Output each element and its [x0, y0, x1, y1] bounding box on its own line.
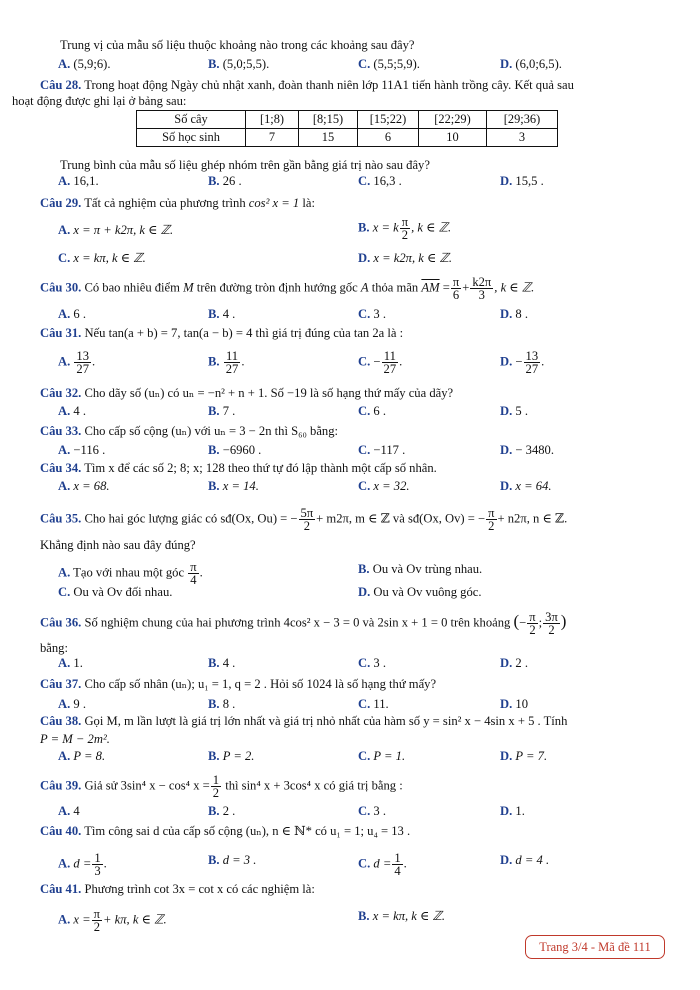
fraction: $\frac{11}{27}$ — [225, 349, 239, 376]
option-a[interactable]: A. 6 . — [58, 307, 86, 321]
option-d[interactable]: D. − $\frac{13}{27}$ . — [500, 349, 545, 376]
option-d[interactable]: D. 2 . — [500, 656, 528, 670]
option-c[interactable]: C. −117 . — [358, 443, 406, 457]
q36-stem: Câu 36. Số nghiệm chung của hai phương trình 4cos² x − 3 = 0 và 2sin x + 1 = 0 trên khoảng (− $\frac{\pi}{2}$ ; $\frac{3\pi}{2}$ ) — [40, 610, 567, 637]
option-d[interactable]: D. 10 — [500, 697, 528, 711]
option-a[interactable]: A. Tạo với nhau một góc $\frac{\pi}{4}$ . — [58, 560, 203, 587]
option-d[interactable]: D. Ou và Ov vuông góc. — [358, 585, 482, 599]
fraction: $\frac{11}{27}$ — [383, 349, 397, 376]
q35-stem-line2: Khẳng định nào sau đây đúng? — [40, 538, 196, 552]
option-c[interactable]: C. x = kπ, k ∈ ℤ. — [58, 251, 146, 265]
table-row — [137, 111, 558, 129]
option-a[interactable]: A. 9 . — [58, 697, 86, 711]
fraction: $\frac{\pi}{2}$ — [529, 610, 536, 637]
q31-stem: Câu 31. Nếu tan(a + b) = 7, tan(a − b) = 4 thì giá trị đúng của tan 2a là : — [40, 326, 404, 340]
table-cell: [1;8) — [246, 111, 299, 129]
q38-stem: Câu 38. Gọi M, m lần lượt là giá trị lớn nhất và giá trị nhỏ nhất của hàm số y = sin² x − 4sin x + 5 . Tính — [40, 714, 568, 728]
frequency-table — [136, 110, 558, 147]
q28-stem-line1: Câu 28. Trong hoạt động Ngày chủ nhật xanh, đoàn thanh niên lớp 11A1 tiến hành trồng cây. Kết quả sau — [40, 78, 574, 92]
table-cell: Số học sinh — [137, 129, 246, 147]
fraction: $\frac{\pi}{2}$ — [401, 215, 409, 242]
option-b[interactable]: B. x = k $\frac{\pi}{2}$ , k ∈ ℤ. — [358, 215, 452, 242]
q36-stem-line2: bằng: — [40, 641, 68, 655]
option-c[interactable]: C. (5,5;5,9). — [358, 57, 420, 71]
option-c[interactable]: C. x = 32. — [358, 479, 410, 493]
fraction: $\frac{3\pi}{2}$ — [545, 610, 558, 637]
option-b[interactable]: B. −6960 . — [208, 443, 262, 457]
q34-stem: Câu 34. Tìm x để các số 2; 8; x; 128 theo thứ tự đó lập thành một cấp số nhân. — [40, 461, 437, 475]
option-b[interactable]: B. 7 . — [208, 404, 236, 418]
option-d[interactable]: D. (6,0;6,5). — [500, 57, 562, 71]
option-d[interactable]: D. 5 . — [500, 404, 528, 418]
option-d[interactable]: D. 8 . — [500, 307, 528, 321]
option-b[interactable]: B. Ou và Ov trùng nhau. — [358, 562, 483, 576]
option-b[interactable]: B. 4 . — [208, 307, 236, 321]
option-b[interactable]: B. x = 14. — [208, 479, 259, 493]
option-d[interactable]: D. d = 4 . — [500, 853, 550, 867]
table-cell: 15 — [299, 129, 358, 147]
fraction: $\frac{13}{27}$ — [525, 349, 539, 376]
option-b[interactable]: B. $\frac{11}{27}$ . — [208, 349, 245, 376]
page-footer-badge: Trang 3/4 - Mã đề 111 — [525, 935, 665, 959]
option-c[interactable]: C. 3 . — [358, 656, 386, 670]
table-cell: Số cây — [137, 111, 246, 129]
fraction: $\frac{\pi}{4}$ — [190, 560, 197, 587]
option-d[interactable]: D. x = k2π, k ∈ ℤ. — [358, 251, 453, 265]
option-b[interactable]: B. d = 3 . — [208, 853, 257, 867]
fraction: $\frac{1}{2}$ — [212, 773, 220, 800]
option-c[interactable]: C. Ou và Ov đối nhau. — [58, 585, 173, 599]
fraction: $\frac{\pi}{2}$ — [488, 506, 495, 533]
fraction: $\frac{\pi}{2}$ — [93, 907, 101, 934]
option-c[interactable]: C. 3 . — [358, 804, 386, 818]
option-c[interactable]: C. 6 . — [358, 404, 386, 418]
option-a[interactable]: A. x = 68. — [58, 479, 110, 493]
fraction: $\frac{\pi}{6}$ — [452, 275, 460, 302]
option-a[interactable]: A. x = π + k2π, k ∈ ℤ. — [58, 223, 174, 237]
fraction: $\frac{5\pi}{2}$ — [300, 506, 314, 533]
option-a[interactable]: A. P = 8. — [58, 749, 106, 763]
option-a[interactable]: A. 1. — [58, 656, 83, 670]
option-b[interactable]: B. 26 . — [208, 174, 242, 188]
option-c[interactable]: C. P = 1. — [358, 749, 406, 763]
option-a[interactable]: A. $\frac{13}{27}$ . — [58, 349, 96, 376]
option-d[interactable]: D. 15,5 . — [500, 174, 544, 188]
option-b[interactable]: B. 8 . — [208, 697, 236, 711]
option-c[interactable]: C. 11. — [358, 697, 389, 711]
option-d[interactable]: D. P = 7. — [500, 749, 548, 763]
option-a[interactable]: A. x = $\frac{\pi}{2}$ + kπ, k ∈ ℤ. — [58, 907, 167, 934]
option-b[interactable]: B. (5,0;5,5). — [208, 57, 270, 71]
option-a[interactable]: A. d = $\frac{1}{3}$ . — [58, 851, 107, 878]
option-d[interactable]: D. − 3480. — [500, 443, 554, 457]
option-a[interactable]: A. −116 . — [58, 443, 106, 457]
table-cell: [15;22) — [358, 111, 419, 129]
fraction: $\frac{k2\pi}{3}$ — [472, 275, 492, 302]
q28-stem-line2: hoạt động được ghi lại ở bảng sau: — [12, 94, 187, 108]
table-cell: 6 — [358, 129, 419, 147]
fraction: $\frac{1}{4}$ — [394, 851, 401, 878]
q38-stem-line2: P = M − 2m². — [40, 732, 110, 746]
table-cell: 7 — [246, 129, 299, 147]
q30-stem: Câu 30. Có bao nhiêu điểm M trên đường tròn định hướng gốc A thỏa mãn $\overline{AM}$ = $\frac{\pi}{6}$ + $\frac{k2\pi}{3}$ , k ∈ ℤ. — [40, 275, 535, 302]
option-c[interactable]: C. 16,3 . — [358, 174, 402, 188]
option-c[interactable]: C. − $\frac{11}{27}$ . — [358, 349, 403, 376]
option-a[interactable]: A. 4 — [58, 804, 80, 818]
q37-stem: Câu 37. Cho cấp số nhân (uₙ); u₁ = 1, q = 2 . Hỏi số 1024 là số hạng thứ mấy? — [40, 677, 437, 691]
option-b[interactable]: B. P = 2. — [208, 749, 255, 763]
q39-stem: Câu 39. Giả sử 3sin⁴ x − cos⁴ x = $\frac{1}{2}$ thì sin⁴ x + 3cos⁴ x có giá trị bằng : — [40, 773, 403, 800]
option-a[interactable]: A. 16,1. — [58, 174, 99, 188]
table-cell: [22;29) — [419, 111, 487, 129]
table-cell: 3 — [487, 129, 558, 147]
option-b[interactable]: B. 4 . — [208, 656, 236, 670]
option-d[interactable]: D. x = 64. — [500, 479, 552, 493]
q41-stem: Câu 41. Phương trình cot 3x = cot x có các nghiệm là: — [40, 882, 315, 896]
q40-stem: Câu 40. Tìm công sai d của cấp số cộng (uₙ), n ∈ ℕ* có u₁ = 1; u₄ = 13 . — [40, 824, 411, 838]
option-a[interactable]: A. (5,9;6). — [58, 57, 111, 71]
table-cell: 10 — [419, 129, 487, 147]
option-a[interactable]: A. 4 . — [58, 404, 86, 418]
option-c[interactable]: C. 3 . — [358, 307, 386, 321]
option-d[interactable]: D. 1. — [500, 804, 525, 818]
q29-stem: Câu 29. Tất cả nghiệm của phương trình cos² x = 1 là: — [40, 196, 315, 210]
table-cell: [8;15) — [299, 111, 358, 129]
option-b[interactable]: B. 2 . — [208, 804, 236, 818]
fraction: $\frac{13}{27}$ — [76, 349, 89, 376]
table-cell: [29;36) — [487, 111, 558, 129]
q35-stem: Câu 35. Cho hai góc lượng giác có sđ(Ox, Ou) = − $\frac{5\pi}{2}$ + m2π, m ∈ ℤ và sđ(Ox, Ov) = − $\frac{\pi}{2}$ + n2π, n ∈ ℤ. — [40, 506, 568, 533]
q33-stem: Câu 33. Cho cấp số cộng (uₙ) với uₙ = 3 − 2n thì S₆₀ bằng: — [40, 424, 339, 438]
q28-question: Trung bình của mẫu số liệu ghép nhóm trên gần bằng giá trị nào sau đây? — [60, 158, 430, 172]
fraction: $\frac{1}{3}$ — [94, 851, 101, 878]
table-row — [137, 129, 558, 147]
q32-stem: Câu 32. Cho dãy số (uₙ) có uₙ = −n² + n + 1. Số −19 là số hạng thứ mấy của dãy? — [40, 386, 454, 400]
option-c[interactable]: C. d = $\frac{1}{4}$ . — [358, 851, 407, 878]
option-b[interactable]: B. x = kπ, k ∈ ℤ. — [358, 909, 446, 923]
q27-stem: Trung vị của mẫu số liệu thuộc khoảng nào trong các khoảng sau đây? — [60, 38, 415, 52]
